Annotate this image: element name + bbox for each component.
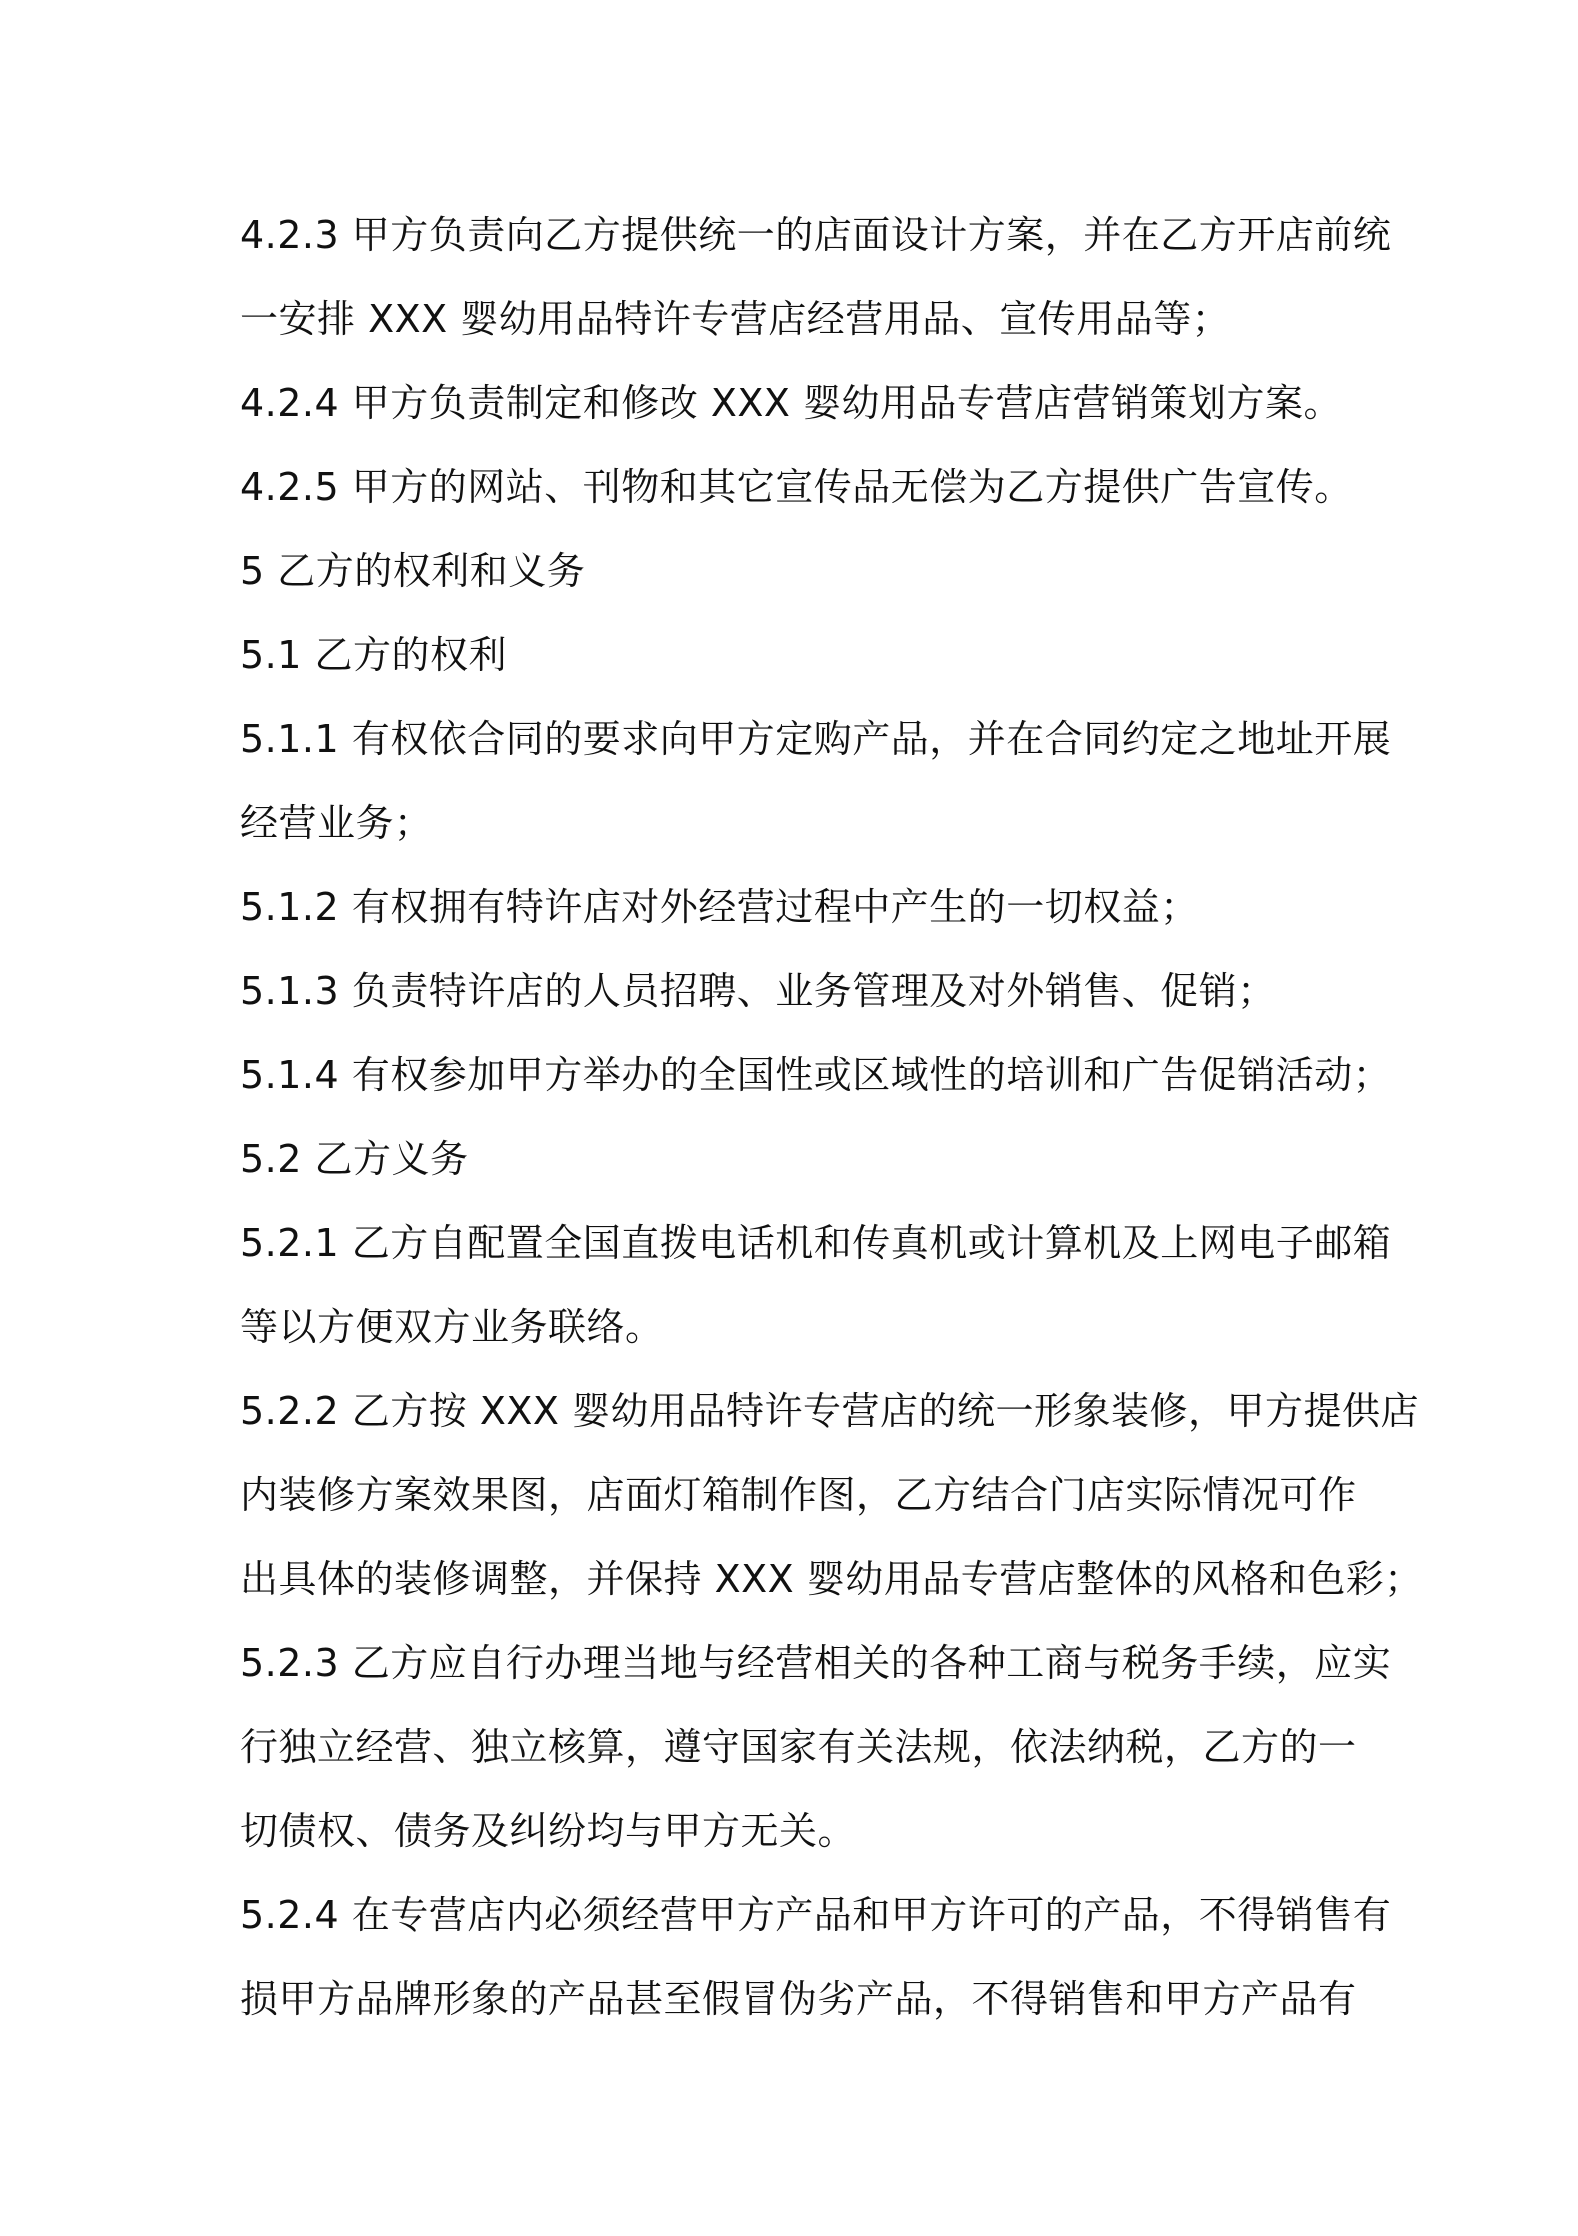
text-line-18: 5.2.3 乙方应自行办理当地与经营相关的各种工商与税务手续，应实: [240, 1641, 1392, 1685]
text-line-4: 4.2.5 甲方的网站、刊物和其它宣传品无偿为乙方提供广告宣传。: [240, 465, 1353, 509]
text-line-8: 经营业务；: [240, 801, 433, 845]
text-line-10: 5.1.3 负责特许店的人员招聘、业务管理及对外销售、促销；: [240, 969, 1276, 1013]
text-line-7: 5.1.1 有权依合同的要求向甲方定购产品，并在合同约定之地址开展: [240, 717, 1392, 761]
text-line-21: 5.2.4 在专营店内必须经营甲方产品和甲方许可的产品，不得销售有: [240, 1893, 1392, 1937]
text-line-2: 一安排 XXX 婴幼用品特许专营店经营用品、宣传用品等；: [240, 297, 1231, 341]
text-line-9: 5.1.2 有权拥有特许店对外经营过程中产生的一切权益；: [240, 885, 1199, 929]
text-line-3: 4.2.4 甲方负责制定和修改 XXX 婴幼用品专营店营销策划方案。: [240, 381, 1343, 425]
text-line-1: 4.2.3 甲方负责向乙方提供统一的店面设计方案，并在乙方开店前统: [240, 213, 1392, 257]
text-line-19: 行独立经营、独立核算，遵守国家有关法规，依法纳税，乙方的一: [240, 1725, 1357, 1769]
document-body: [240, 193, 1423, 2041]
subsection-heading-obligations: 5.2 乙方义务: [240, 1137, 469, 1181]
subsection-heading-rights: 5.1 乙方的权利: [240, 633, 508, 677]
text-line-13: 5.2.1 乙方自配置全国直拨电话机和传真机或计算机及上网电子邮箱: [240, 1221, 1392, 1265]
text-line-22: 损甲方品牌形象的产品甚至假冒伪劣产品，不得销售和甲方产品有: [240, 1977, 1357, 2021]
text-line-16: 内装修方案效果图，店面灯箱制作图，乙方结合门店实际情况可作: [240, 1473, 1357, 1517]
text-line-14: 等以方便双方业务联络。: [240, 1305, 664, 1349]
text-line-17: 出具体的装修调整，并保持 XXX 婴幼用品专营店整体的风格和色彩；: [240, 1557, 1423, 1601]
text-line-20: 切债权、债务及纠纷均与甲方无关。: [240, 1809, 857, 1853]
text-line-15: 5.2.2 乙方按 XXX 婴幼用品特许专营店的统一形象装修，甲方提供店: [240, 1389, 1420, 1433]
text-line-11: 5.1.4 有权参加甲方举办的全国性或区域性的培训和广告促销活动；: [240, 1053, 1392, 1097]
section-heading: 5 乙方的权利和义务: [240, 549, 586, 593]
